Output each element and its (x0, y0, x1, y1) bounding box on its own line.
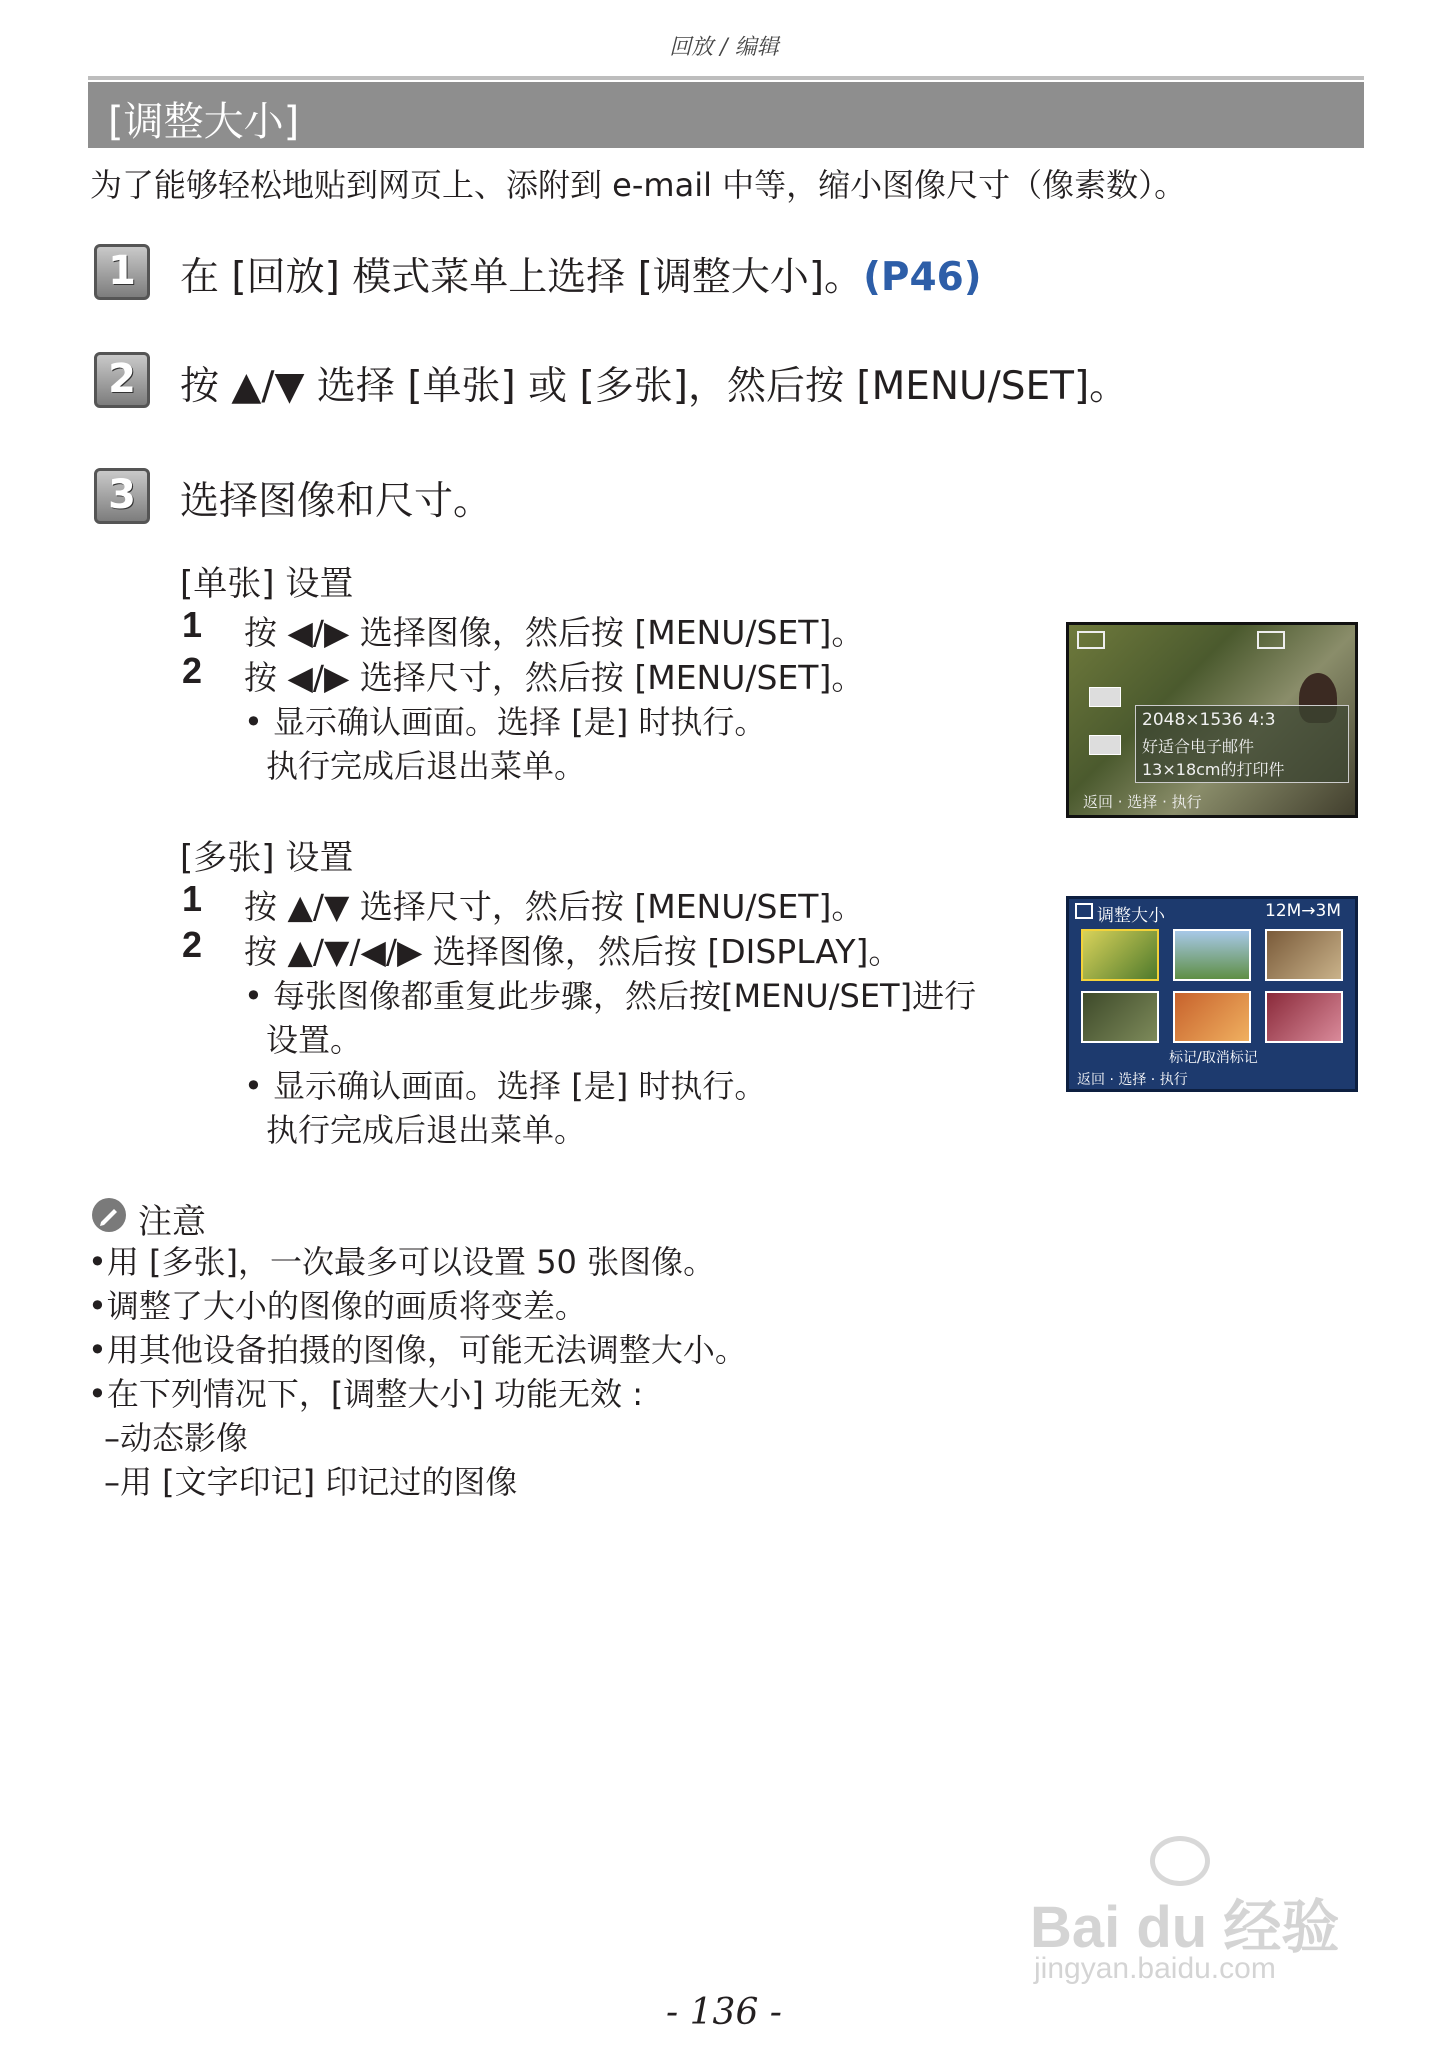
multi-bullet-1-cont: 设置。 (266, 1021, 363, 1059)
size-option-2 (1089, 735, 1121, 755)
step-3-badge: 3 (94, 468, 150, 524)
running-header: 回放 / 编辑 (669, 35, 779, 60)
camera-mode-icon (1077, 631, 1105, 649)
size-info-line-1: 2048×1536 4:3 (1142, 710, 1276, 730)
note-item-3: •用其他设备拍摄的图像，可能无法调整大小。 (88, 1331, 747, 1369)
multi-item-1-num: 1 (182, 878, 203, 919)
multi-screen-title: 调整大小 (1097, 906, 1165, 926)
single-resize-screen (1066, 622, 1358, 818)
thumbnail-6[interactable] (1265, 991, 1343, 1043)
thumbnail-2[interactable] (1173, 929, 1251, 981)
step-3-text: 选择图像和尺寸。 (180, 479, 493, 524)
multi-item-2-num: 2 (182, 924, 203, 965)
step-1-text (180, 246, 982, 302)
note-item-1: •用 [多张]，一次最多可以设置 50 张图像。 (88, 1243, 716, 1281)
baidu-watermark: Bai du 经验 (1030, 1895, 1340, 1960)
step-1-badge: 1 (94, 244, 150, 300)
intro-text: 为了能够轻松地贴到网页上、添附到 e-mail 中等，缩小图像尺寸（像素数）。 (90, 166, 1187, 204)
thumbnail-5[interactable] (1173, 991, 1251, 1043)
note-item-4: •在下列情况下，[调整大小] 功能无效 : (88, 1375, 643, 1413)
step-2-text: 按 ▲/▼ 选择 [单张] 或 [多张]，然后按 [MENU/SET]。 (180, 364, 1129, 409)
multi-item-2-text: 按 ▲/▼/◀/▶ 选择图像，然后按 [DISPLAY]。 (244, 932, 902, 971)
multi-heading: [多张] 设置 (180, 838, 354, 878)
single-bullet-1: • 显示确认画面。选择 [是] 时执行。 (244, 703, 767, 741)
multi-screen-size: 12M→3M (1265, 901, 1342, 921)
size-info-panel (1135, 705, 1349, 783)
pencil-icon (92, 1198, 126, 1232)
single-item-2-num: 2 (182, 650, 203, 691)
step-2-badge: 2 (94, 352, 150, 408)
resize-icon (1257, 631, 1285, 649)
single-item-1-text: 按 ◀/▶ 选择图像，然后按 [MENU/SET]。 (244, 613, 865, 652)
note-item-2: •调整了大小的图像的画质将变差。 (88, 1287, 587, 1325)
size-option-1 (1089, 687, 1121, 707)
single-bullet-2: 执行完成后退出菜单。 (266, 747, 587, 785)
multi-item-1-text: 按 ▲/▼ 选择尺寸，然后按 [MENU/SET]。 (244, 887, 865, 926)
paw-watermark-icon (1150, 1836, 1210, 1886)
section-title-bar (88, 82, 1364, 148)
single-item-1-num: 1 (182, 604, 203, 645)
note-item-5: –动态影像 (104, 1419, 249, 1457)
single-screen-footer: 返回 · 选择 · 执行 (1083, 793, 1202, 811)
page-link-p46[interactable]: (P46) (863, 255, 982, 300)
thumbnail-1[interactable] (1081, 929, 1159, 981)
note-heading: 注意 (138, 1202, 206, 1242)
menu-icon (1075, 903, 1093, 919)
multi-bullet-2: • 显示确认画面。选择 [是] 时执行。 (244, 1067, 767, 1105)
size-info-line-2: 好适合电子邮件 (1142, 737, 1255, 756)
thumbnail-3[interactable] (1265, 929, 1343, 981)
step-1-label: 在 [回放] 模式菜单上选择 [调整大小]。 (180, 255, 864, 300)
page-number: - 136 - (666, 1992, 782, 2033)
multi-bullet-2-cont: 执行完成后退出菜单。 (266, 1111, 587, 1149)
multi-resize-screen (1066, 896, 1358, 1092)
note-item-6: –用 [文字印记] 印记过的图像 (104, 1463, 518, 1501)
single-item-2-text: 按 ◀/▶ 选择尺寸，然后按 [MENU/SET]。 (244, 658, 865, 697)
title-top-rule (88, 76, 1364, 80)
size-info-line-3: 13×18cm的打印件 (1142, 760, 1285, 779)
multi-screen-footer-1: 标记/取消标记 (1169, 1050, 1258, 1066)
baidu-watermark-url: jingyan.baidu.com (1034, 1952, 1276, 1985)
section-title: [调整大小] (108, 99, 300, 145)
multi-bullet-1: • 每张图像都重复此步骤，然后按[MENU/SET]进行 (244, 977, 977, 1015)
multi-screen-footer-2: 返回 · 选择 · 执行 (1077, 1072, 1188, 1088)
single-heading: [单张] 设置 (180, 564, 354, 604)
thumbnail-4[interactable] (1081, 991, 1159, 1043)
